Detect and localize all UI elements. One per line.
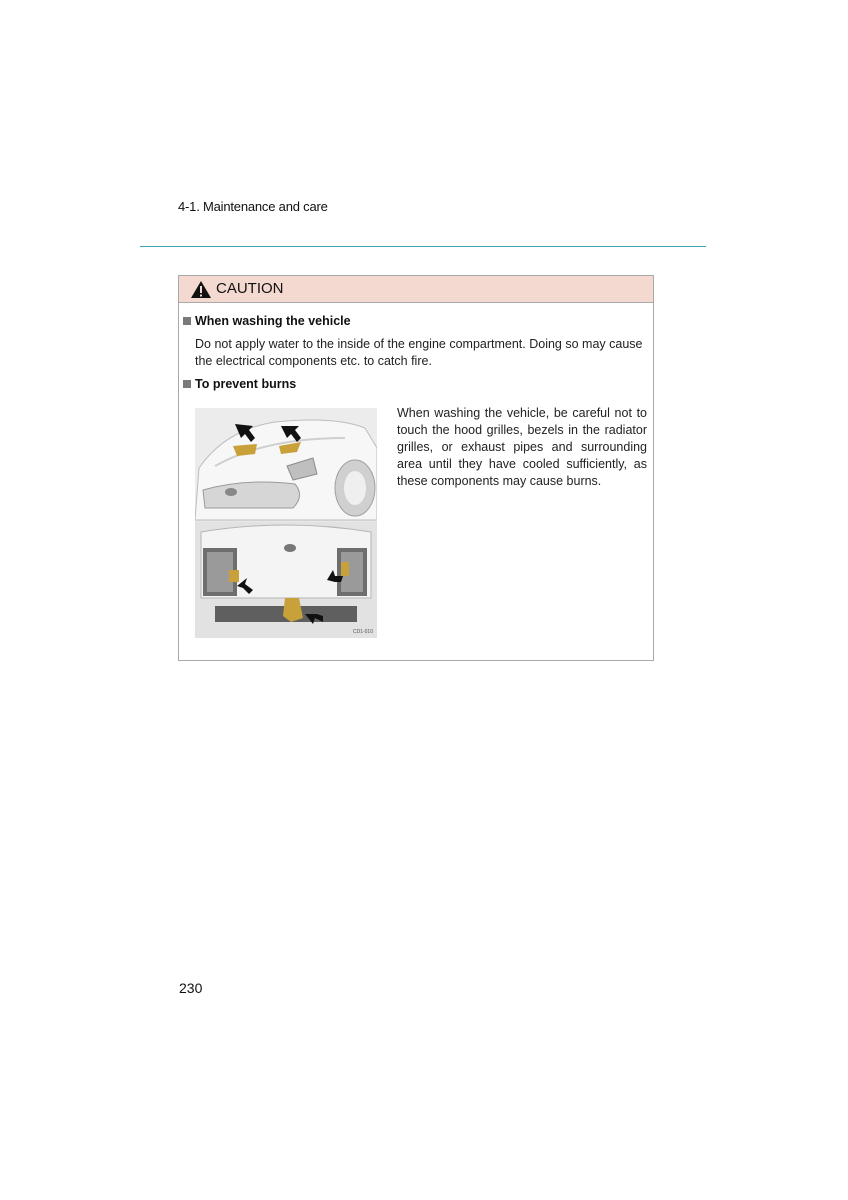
caution-title: CAUTION <box>216 280 284 297</box>
page-number: 230 <box>179 980 203 996</box>
vehicle-illustration <box>195 408 377 638</box>
subheading-washing-label: When washing the vehicle <box>195 314 351 328</box>
figure-code: CD1-010 <box>352 629 373 635</box>
vehicle-illustration-drawing <box>195 408 377 638</box>
caution-header <box>179 276 653 303</box>
section-header: 4-1. Maintenance and care <box>178 199 328 214</box>
caution-box <box>178 275 654 661</box>
subheading-burns-label: To prevent burns <box>195 377 297 391</box>
washing-text: Do not apply water to the inside of the engine compartment. Doing so may cause the electrical components etc. to catch fire. <box>195 337 643 368</box>
subheading-washing <box>183 314 351 328</box>
square-bullet-icon <box>183 380 191 388</box>
burns-text: When washing the vehicle, be careful not to touch the hood grilles, bezels in the radiator grilles, or exhaust pipes and surrounding area until they have cooled sufficiently, as these components may cause burns. <box>397 406 647 488</box>
subheading-burns <box>183 377 296 391</box>
square-bullet-icon <box>183 317 191 325</box>
warning-triangle-icon <box>190 280 212 299</box>
header-rule <box>140 246 706 247</box>
